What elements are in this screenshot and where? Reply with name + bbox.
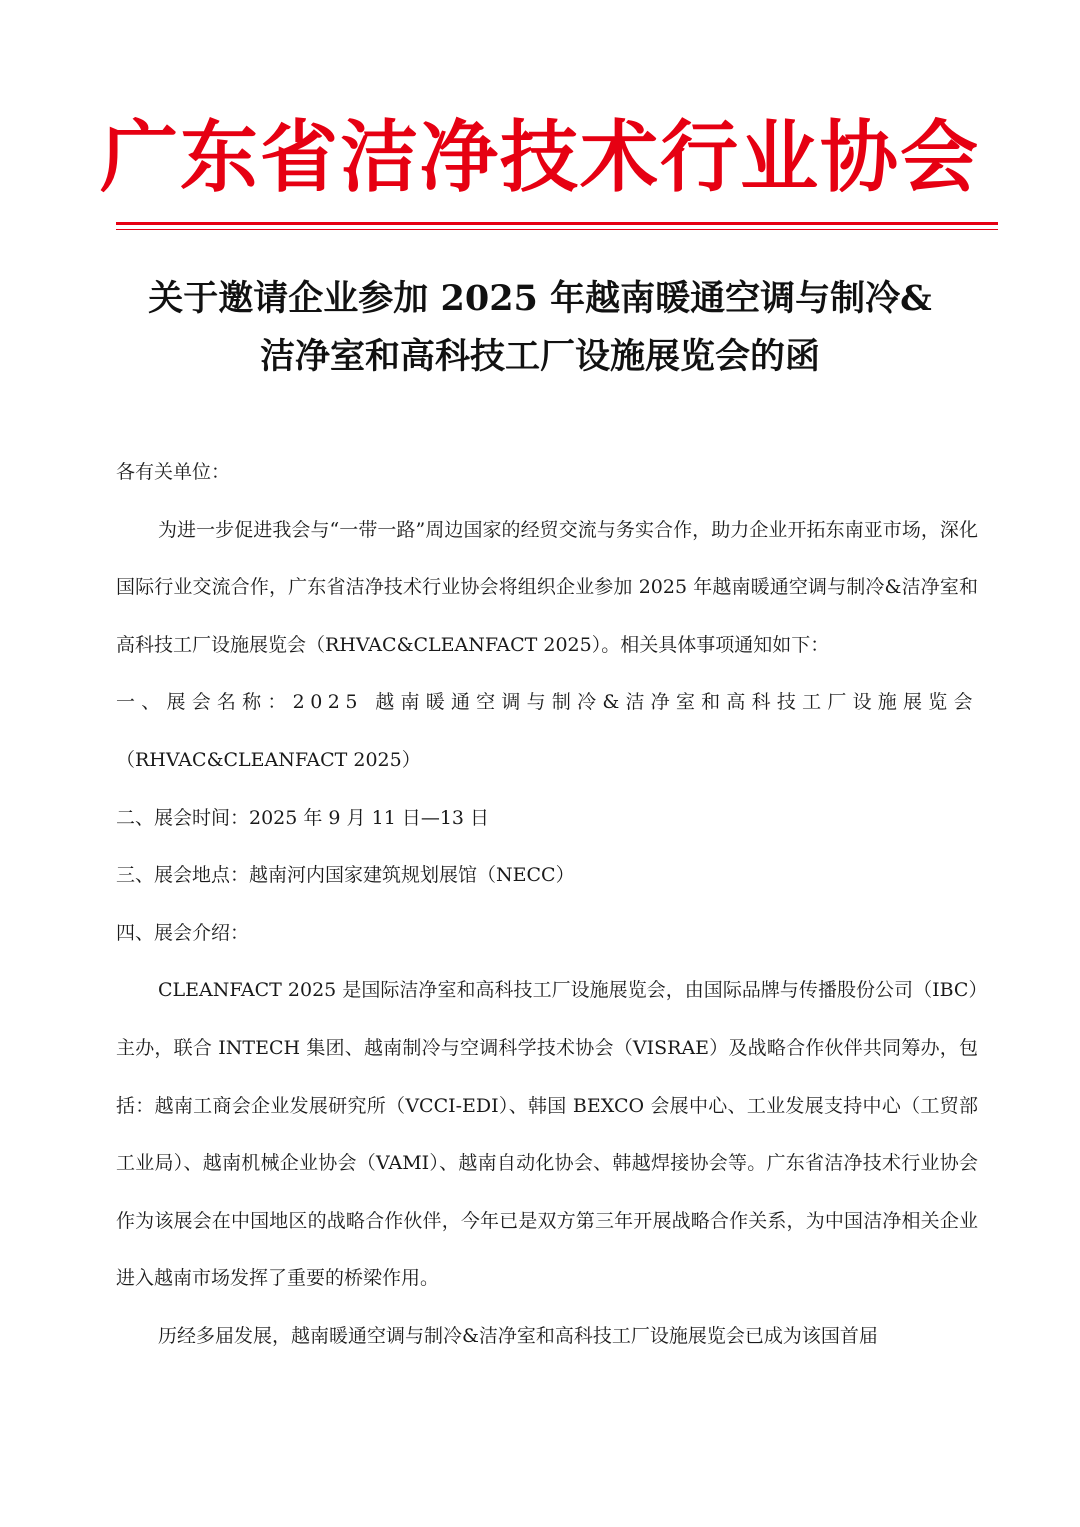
- document-title: [90, 270, 990, 386]
- item-exhibition-name: 一、展会名称：2025 越南暖通空调与制冷&洁净室和高科技工厂设施展览会: [116, 691, 978, 714]
- letterhead-red-rule-thick: [116, 222, 998, 225]
- salutation: 各有关单位：: [116, 461, 231, 483]
- letterhead-org-name: 广东省洁净技术行业协会: [99, 113, 980, 203]
- paragraph-introduction: CLEANFACT 2025 是国际洁净室和高科技工厂设施展览会，由国际品牌与传播股份公司（IBC）主办，联合 INTECH 集团、越南制冷与空调科学技术协会（VISRAE）及战略合作伙伴共同筹办，包括：越南工商会企业发展研究所（VCCI-EDI）、韩国 BEXCO 会展中心、工业发展支持中心（工贸部工业局）、越南机械企业协会（VAMI）、越南自动化协会、韩越焊接协会等。广东省洁净技术行业协会作为该展会在中国地区的战略合作伙伴，今年已是双方第三年开展战略合作关系，为中国洁净相关企业进入越南市场发挥了重要的桥梁作用。: [116, 979, 978, 1290]
- item-exhibition-name-continued: （RHVAC&CLEANFACT 2025）: [116, 748, 421, 771]
- letter-body: [116, 444, 978, 1366]
- paragraph-history: 历经多届发展，越南暖通空调与制冷&洁净室和高科技工厂设施展览会已成为该国首届: [158, 1324, 878, 1347]
- letterhead-red-rule-thin: [116, 229, 998, 230]
- paragraph-intro: 为进一步促进我会与“一带一路”周边国家的经贸交流与务实合作，助力企业开拓东南亚市场，深化国际行业交流合作，广东省洁净技术行业协会将组织企业参加 2025 年越南暖通空调与制冷&洁净室和高科技工厂设施展览会（RHVAC&CLEANFACT 2025）。相关具体事项通知如下：: [116, 518, 978, 656]
- item-exhibition-venue: 三、展会地点：越南河内国家建筑规划展馆（NECC）: [116, 864, 575, 887]
- document-title-line-1: 关于邀请企业参加 2025 年越南暖通空调与制冷&: [148, 278, 932, 319]
- item-exhibition-time: 二、展会时间：2025 年 9 月 11 日—13 日: [116, 806, 490, 829]
- item-exhibition-introduction-heading: 四、展会介绍：: [116, 921, 250, 944]
- document-title-line-2: 洁净室和高科技工厂设施展览会的函: [259, 336, 820, 377]
